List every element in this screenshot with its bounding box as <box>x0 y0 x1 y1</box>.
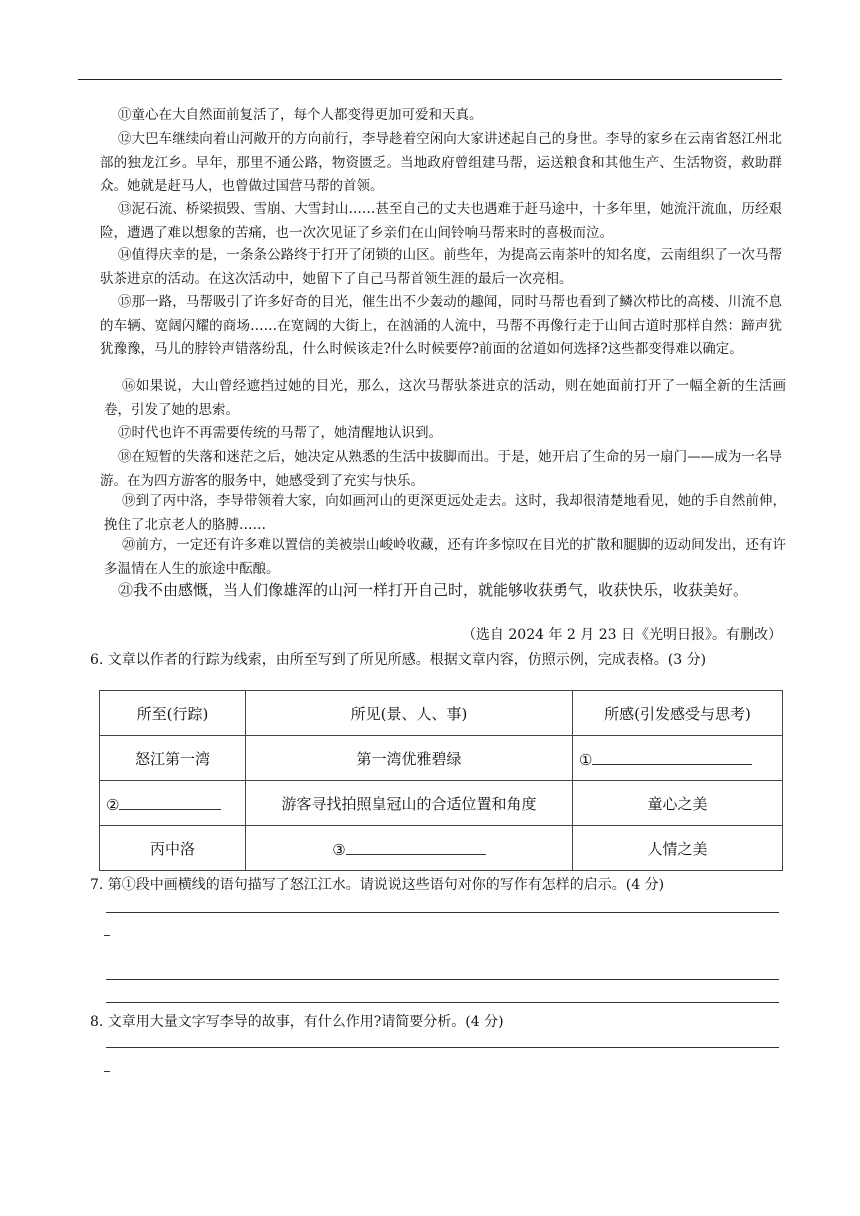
paragraph-18: ⑱在短暂的失落和迷茫之后，她决定从熟悉的生活中拔脚而出。于是，她开启了生命的另一扇门——成为一名导游。在为四方游客的服务中，她感受到了充实与快乐。 <box>100 449 782 489</box>
question-7: 7. 第①段中画横线的语句描写了怒江江水。请说说这些语句对你的写作有怎样的启示。(4 分) <box>90 877 665 893</box>
table-cell: 童心之美 <box>573 781 783 826</box>
table-row <box>100 826 783 871</box>
blank-marker: ② <box>106 795 120 814</box>
answer-line[interactable] <box>106 979 779 980</box>
paragraph-11: ⑪童心在大自然面前复活了，每个人都变得更加可爱和天真。 <box>118 107 483 123</box>
table-header-cell: 所感(引发感受与思考) <box>573 691 783 736</box>
answer-line-continuation <box>104 1071 110 1072</box>
blank-line[interactable] <box>119 793 221 810</box>
paragraph-19: ⑲到了丙中洛，李导带领着大家，向如画河山的更深更远处走去。这时，我却很清楚地看见，她的手自然前伸，挽住了北京老人的胳膊…… <box>104 493 786 533</box>
table-cell: 怒江第一湾 <box>100 736 246 781</box>
blank-cell-3[interactable] <box>246 826 573 871</box>
source-citation: （选自 2024 年 2 月 23 日《光明日报》。有删改） <box>461 627 782 643</box>
blank-marker: ① <box>579 750 593 769</box>
paragraph-13: ⑬泥石流、桥梁损毁、雪崩、大雪封山……甚至自己的丈夫也遇难于赶马途中，十多年里，她流汗流血，历经艰险，遭遇了难以想象的苦痛，也一次次见证了乡亲们在山间铃响马帮来时的喜极而泣。 <box>100 201 782 241</box>
paragraph-15: ⑮那一路，马帮吸引了许多好奇的目光，催生出不少轰动的趣闻，同时马帮也看到了鳞次栉比的高楼、川流不息的车辆、宽阔闪耀的商场……在宽阔的大街上，在汹涌的人流中，马帮不再像行走于山间古道时那样自然：蹄声犹犹豫豫，马儿的脖铃声错落纷乱，什么时候该走?什么时候要停?前面的岔道如何选择?这些都变得难以确定。 <box>100 294 782 357</box>
paragraph-20: ⑳前方，一定还有许多难以置信的美被崇山峻岭收藏，还有许多惊叹在目光的扩散和腿脚的迈动间发出，还有许多温情在人生的旅途中酝酿。 <box>104 537 786 577</box>
blank-line[interactable] <box>346 838 486 855</box>
table-header-cell: 所至(行踪) <box>100 691 246 736</box>
table-cell: 游客寻找拍照皇冠山的合适位置和角度 <box>246 781 573 826</box>
table-cell: 人情之美 <box>573 826 783 871</box>
blank-marker: ③ <box>332 840 346 859</box>
answer-line-continuation <box>104 935 110 936</box>
paragraph-17: ⑰时代也许不再需要传统的马帮了，她清醒地认识到。 <box>118 425 442 441</box>
answer-line[interactable] <box>106 1002 779 1003</box>
header-rule <box>78 79 782 80</box>
question-8: 8. 文章用大量文字写李导的故事，有什么作用?请简要分析。(4 分) <box>90 1014 504 1030</box>
blank-cell-1[interactable] <box>573 736 783 781</box>
blank-cell-2[interactable] <box>100 781 246 826</box>
table-header-cell: 所见(景、人、事) <box>246 691 573 736</box>
answer-line[interactable] <box>106 1047 779 1048</box>
paragraph-21: ㉑我不由感慨，当人们像雄浑的山河一样打开自己时，就能够收获勇气，收获快乐，收获美好。 <box>118 581 749 599</box>
blank-line[interactable] <box>592 748 752 765</box>
answer-line[interactable] <box>106 912 779 913</box>
table-cell: 丙中洛 <box>100 826 246 871</box>
paragraph-16: ⑯如果说，大山曾经遮挡过她的目光，那么，这次马帮驮茶进京的活动，则在她面前打开了一幅全新的生活画卷，引发了她的思索。 <box>104 378 786 418</box>
question-6: 6. 文章以作者的行踪为线索，由所至写到了所见所感。根据文章内容，仿照示例，完成表格。(3 分) <box>90 652 707 668</box>
table-row <box>100 781 783 826</box>
table-header-row <box>100 691 783 736</box>
table-row <box>100 736 783 781</box>
answer-table <box>99 690 783 871</box>
table-cell: 第一湾优雅碧绿 <box>246 736 573 781</box>
paragraph-12: ⑫大巴车继续向着山河敞开的方向前行，李导趁着空闲向大家讲述起自己的身世。李导的家乡在云南省怒江州北部的独龙江乡。早年，那里不通公路，物资匮乏。当地政府曾组建马帮，运送粮食和其他生产、生活物资，救助群众。她就是赶马人，也曾做过国营马帮的首领。 <box>100 131 782 194</box>
paragraph-14: ⑭值得庆幸的是，一条条公路终于打开了闭锁的山区。前些年，为提高云南茶叶的知名度，云南组织了一次马帮驮茶进京的活动。在这次活动中，她留下了自己马帮首领生涯的最后一次亮相。 <box>100 247 782 287</box>
